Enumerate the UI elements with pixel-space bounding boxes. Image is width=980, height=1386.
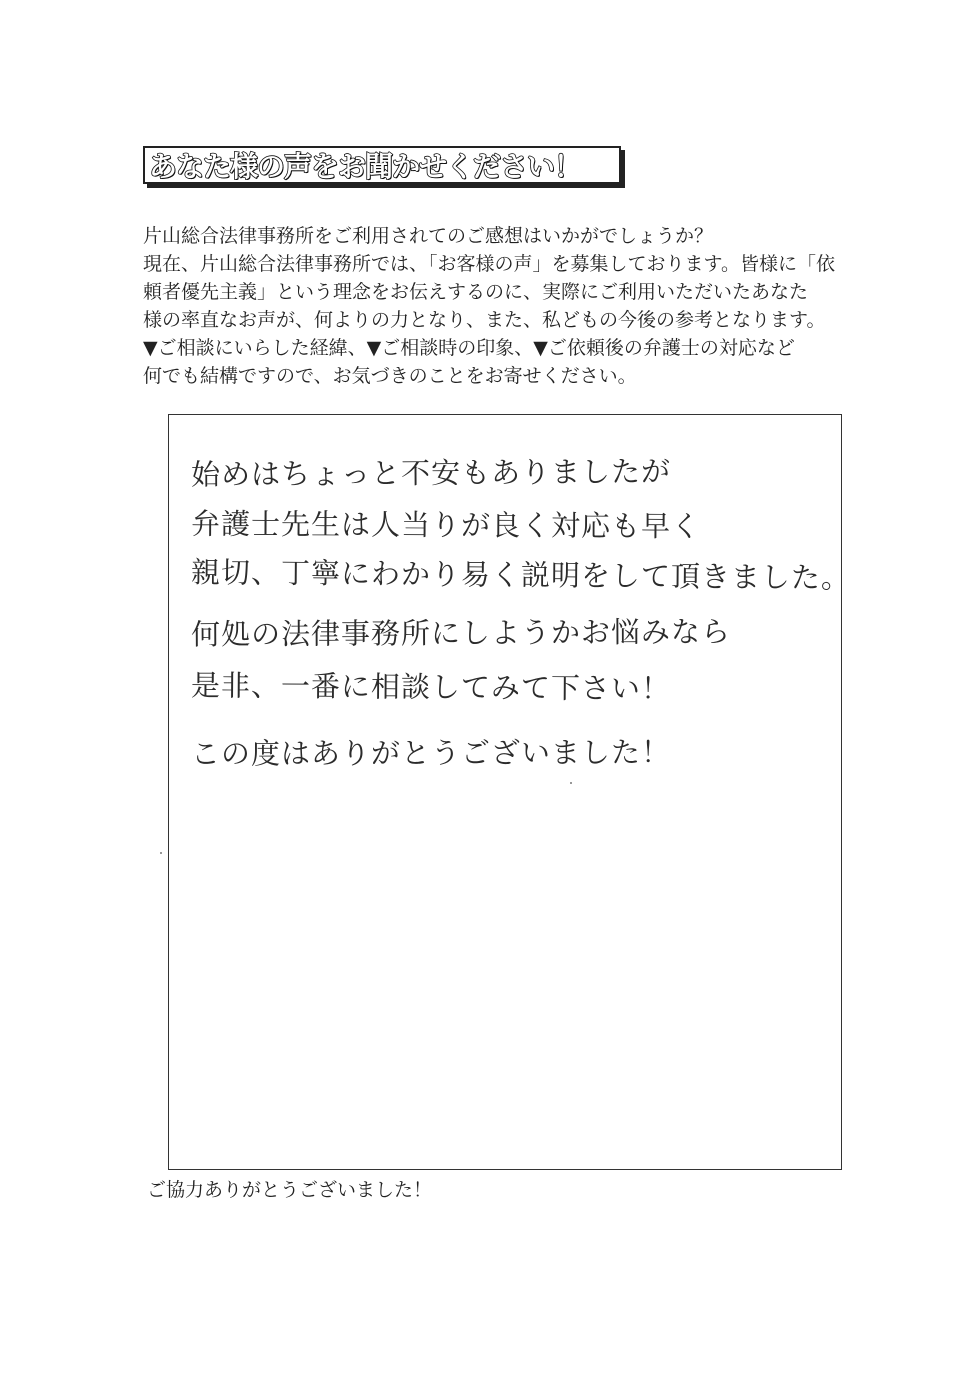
handwritten-line: 始めはちょっと不安もありましたが — [190, 454, 672, 492]
scan-speck — [160, 852, 162, 854]
closing-thanks: ご協力ありがとうございました！ — [147, 1179, 433, 1201]
intro-line: 何でも結構ですので、お気づきのことをお寄せください。 — [143, 365, 637, 387]
handwritten-line: 親切、丁寧にわかり易く説明をして頂きました。 — [190, 555, 852, 595]
handwritten-response-box — [168, 414, 852, 1170]
handwritten-line: 是非、一番に相談してみて下さい！ — [190, 668, 672, 706]
page-title-box — [143, 146, 621, 184]
page-title: あなた様の声をお聞かせください！ — [149, 150, 582, 183]
handwritten-line: 何処の法律事務所にしようかお悩みなら — [190, 614, 732, 652]
scan-speck — [570, 782, 572, 784]
intro-text — [143, 222, 863, 390]
intro-line: 頼者優先主義」という理念をお伝えするのに、実際にご利用いただいたあなた — [143, 281, 809, 303]
intro-line: 片山総合法律事務所をご利用されてのご感想はいかがでしょうか？ — [143, 225, 714, 247]
intro-line: ▼ご相談にいらした経緯、▼ご相談時の印象、▼ご依頼後の弁護士の対応など — [143, 337, 795, 359]
intro-line: 様の率直なお声が、何よりの力となり、また、私どもの今後の参考となります。 — [143, 309, 826, 331]
handwritten-line: 弁護士先生は人当りが良く対応も早く — [190, 506, 702, 544]
handwritten-line: この度はありがとうございました！ — [190, 735, 672, 771]
intro-line: 現在、片山総合法律事務所では、「お客様の声」を募集しております。皆様に「依 — [143, 253, 835, 275]
